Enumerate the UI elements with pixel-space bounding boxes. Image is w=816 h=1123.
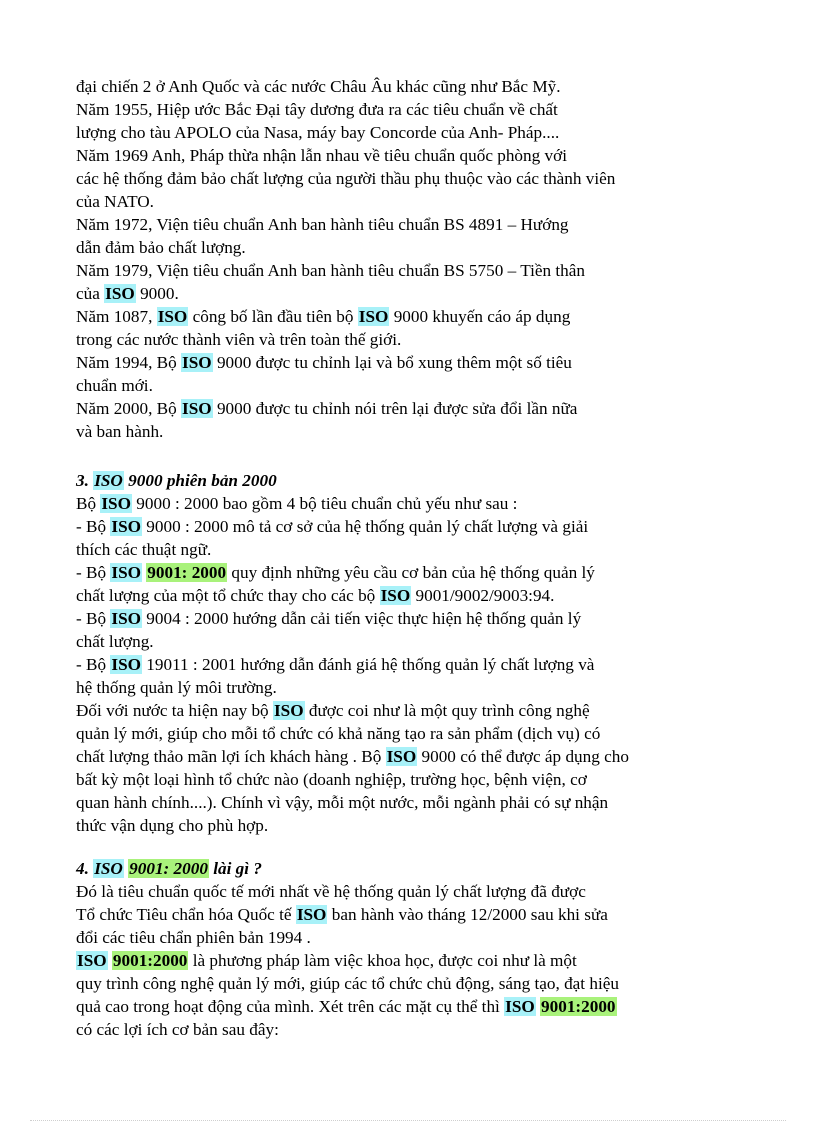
highlight-iso-9001: 9001: 2000	[129, 859, 208, 878]
text-run: lượng cho tàu APOLO của Nasa, máy bay Concorde của Anh- Pháp....	[76, 123, 560, 142]
highlight-iso: ISO	[105, 284, 135, 303]
page-bottom-divider	[30, 1120, 786, 1121]
text-run: Năm 1969 Anh, Pháp thừa nhận lẫn nhau về tiêu chuẩn quốc phòng với	[76, 146, 567, 165]
text-run: Năm 1955, Hiệp ước Bắc Đại tây dương đưa ra các tiêu chuẩn về chất	[76, 100, 558, 119]
text-run: Năm 2000, Bộ	[76, 399, 182, 418]
text-run: Tổ chức Tiêu chẩn hóa Quốc tế	[76, 905, 296, 924]
highlight-iso: ISO	[182, 353, 212, 372]
text-run: quy định những yêu cầu cơ bản của hệ thống quản lý	[227, 563, 595, 582]
text-line	[76, 585, 554, 608]
text-run: 9001/9002/9003:94.	[411, 586, 555, 605]
text-run: Năm 1087,	[76, 307, 157, 326]
highlight-iso-9001: 9001:2000	[541, 997, 616, 1016]
text-line	[76, 950, 577, 973]
text-run: 9000 khuyến cáo áp dụng	[389, 307, 571, 326]
text-run: đại chiến 2 ở Anh Quốc và các nước Châu Âu khác cũng như Bắc Mỹ.	[76, 77, 561, 96]
text-run: của NATO.	[76, 192, 154, 211]
text-run: - Bộ	[76, 655, 111, 674]
text-line	[76, 470, 277, 493]
highlight-iso: ISO	[157, 307, 188, 326]
text-run: quả cao trong hoạt động của mình. Xét trên các mặt cụ thể thì	[76, 997, 505, 1016]
text-run: thích các thuật ngữ.	[76, 540, 212, 559]
text-line	[76, 214, 569, 237]
text-line	[76, 746, 629, 769]
text-run: chất lượng của một tổ chức thay cho các bộ	[76, 586, 380, 605]
text-run: chất lượng thảo mãn lợi ích khách hàng . Bộ	[76, 747, 386, 766]
text-line	[76, 1019, 279, 1042]
text-run: 9000.	[135, 284, 179, 303]
text-line	[76, 881, 586, 904]
text-run: thức vận dụng cho phù hợp.	[76, 816, 269, 835]
highlight-iso: ISO	[111, 609, 141, 628]
text-run: Năm 1979, Viện tiêu chuẩn Anh ban hành tiêu chuẩn BS 5750 – Tiền thân	[76, 261, 585, 280]
highlight-iso: ISO	[94, 859, 123, 878]
text-line	[76, 539, 211, 562]
text-line	[76, 421, 163, 444]
highlight-iso: ISO	[101, 494, 131, 513]
text-line	[76, 99, 558, 122]
text-run: 9000 được tu chỉnh lại và bổ xung thêm một số tiêu	[212, 353, 572, 372]
text-line	[76, 191, 154, 214]
text-line	[76, 677, 277, 700]
text-line	[76, 398, 577, 421]
text-run: - Bộ	[76, 609, 111, 628]
text-line	[76, 562, 595, 585]
text-run: các hệ thống đảm bảo chất lượng của người thầu phụ thuộc vào các thành viên	[76, 169, 616, 188]
text-run: của	[76, 284, 105, 303]
text-line	[76, 654, 594, 677]
highlight-iso: ISO	[380, 586, 411, 605]
text-run: 19011 : 2001 hướng dẫn đánh giá hệ thống quản lý chất lượng và	[142, 655, 595, 674]
highlight-iso: ISO	[505, 997, 535, 1016]
text-run: chuẩn mới.	[76, 376, 153, 395]
text-line	[76, 700, 590, 723]
text-run: dẫn đảm bảo chất lượng.	[76, 238, 246, 257]
text-line	[76, 631, 154, 654]
text-line	[76, 306, 570, 329]
text-line	[76, 815, 268, 838]
highlight-iso: ISO	[386, 747, 417, 766]
text-run: và ban hành.	[76, 422, 164, 441]
text-run: hệ thống quản lý môi trường.	[76, 678, 277, 697]
text-line	[76, 858, 262, 881]
text-run: đổi các tiêu chẩn phiên bản 1994 .	[76, 928, 311, 947]
text-run: 9000 : 2000 bao gồm 4 bộ tiêu chuẩn chủ yếu như sau :	[131, 494, 518, 513]
highlight-iso-9001: 9001: 2000	[147, 563, 227, 582]
text-run: 9000 có thể được áp dụng cho	[417, 747, 629, 766]
section-heading: lài gì ?	[208, 859, 262, 878]
text-line	[76, 927, 311, 950]
text-run: ban hành vào tháng 12/2000 sau khi sửa	[327, 905, 608, 924]
highlight-iso: ISO	[182, 399, 212, 418]
text-line	[76, 329, 401, 352]
text-line	[76, 792, 608, 815]
text-line	[76, 260, 585, 283]
text-line	[76, 283, 179, 306]
section-heading: 4.	[76, 859, 94, 878]
highlight-iso: ISO	[94, 471, 123, 490]
text-line	[76, 516, 588, 539]
text-run: quan hành chính....). Chính vì vậy, mỗi một nước, mỗi ngành phải có sự nhận	[76, 793, 609, 812]
highlight-iso: ISO	[273, 701, 304, 720]
text-run: Đó là tiêu chuẩn quốc tế mới nhất về hệ thống quản lý chất lượng đã được	[76, 882, 586, 901]
highlight-iso-9001: 9001:2000	[112, 951, 188, 970]
text-run: Năm 1972, Viện tiêu chuẩn Anh ban hành tiêu chuẩn BS 4891 – Hướng	[76, 215, 569, 234]
text-line	[76, 973, 619, 996]
text-line	[76, 352, 572, 375]
text-run: bất kỳ một loại hình tổ chức nào (doanh nghiệp, trường học, bệnh viện, cơ	[76, 770, 587, 789]
text-run: Bộ	[76, 494, 101, 513]
text-run: - Bộ	[76, 517, 111, 536]
text-run: được coi như là một quy trình công nghệ	[304, 701, 590, 720]
text-run: 9000 : 2000 mô tả cơ sở của hệ thống quản lý chất lượng và giải	[142, 517, 589, 536]
text-line	[76, 168, 615, 191]
text-run: công bố lần đầu tiên bộ	[188, 307, 358, 326]
highlight-iso: ISO	[296, 905, 327, 924]
highlight-iso: ISO	[358, 307, 389, 326]
text-run: Năm 1994, Bộ	[76, 353, 182, 372]
section-heading: 9000 phiên bản 2000	[123, 471, 277, 490]
text-run: Đối với nước ta hiện nay bộ	[76, 701, 273, 720]
text-line	[76, 769, 587, 792]
text-run: quản lý mới, giúp cho mỗi tổ chức có khả năng tạo ra sản phẩm (dịch vụ) có	[76, 724, 601, 743]
text-line	[76, 76, 561, 99]
text-run: có các lợi ích cơ bản sau đây:	[76, 1020, 279, 1039]
text-run: - Bộ	[76, 563, 111, 582]
text-run: trong các nước thành viên và trên toàn thế giới.	[76, 330, 402, 349]
highlight-iso: ISO	[77, 951, 107, 970]
text-run: 9004 : 2000 hướng dẫn cải tiến việc thực hiện hệ thống quản lý	[142, 609, 582, 628]
text-line	[76, 996, 617, 1019]
text-line	[76, 375, 153, 398]
text-line	[76, 145, 567, 168]
highlight-iso: ISO	[111, 517, 141, 536]
text-line	[76, 904, 608, 927]
text-line	[76, 237, 246, 260]
highlight-iso: ISO	[111, 563, 141, 582]
text-line	[76, 608, 581, 631]
text-run: quy trình công nghệ quản lý mới, giúp các tổ chức chủ động, sáng tạo, đạt hiệu	[76, 974, 619, 993]
text-run: chất lượng.	[76, 632, 154, 651]
text-line	[76, 493, 517, 516]
text-run: 9000 được tu chỉnh nói trên lại được sửa đổi lần nữa	[212, 399, 578, 418]
highlight-iso: ISO	[111, 655, 141, 674]
text-line	[76, 723, 600, 746]
section-heading: 3.	[76, 471, 94, 490]
text-run: là phương pháp làm việc khoa học, được coi như là một	[188, 951, 577, 970]
text-line	[76, 122, 559, 145]
